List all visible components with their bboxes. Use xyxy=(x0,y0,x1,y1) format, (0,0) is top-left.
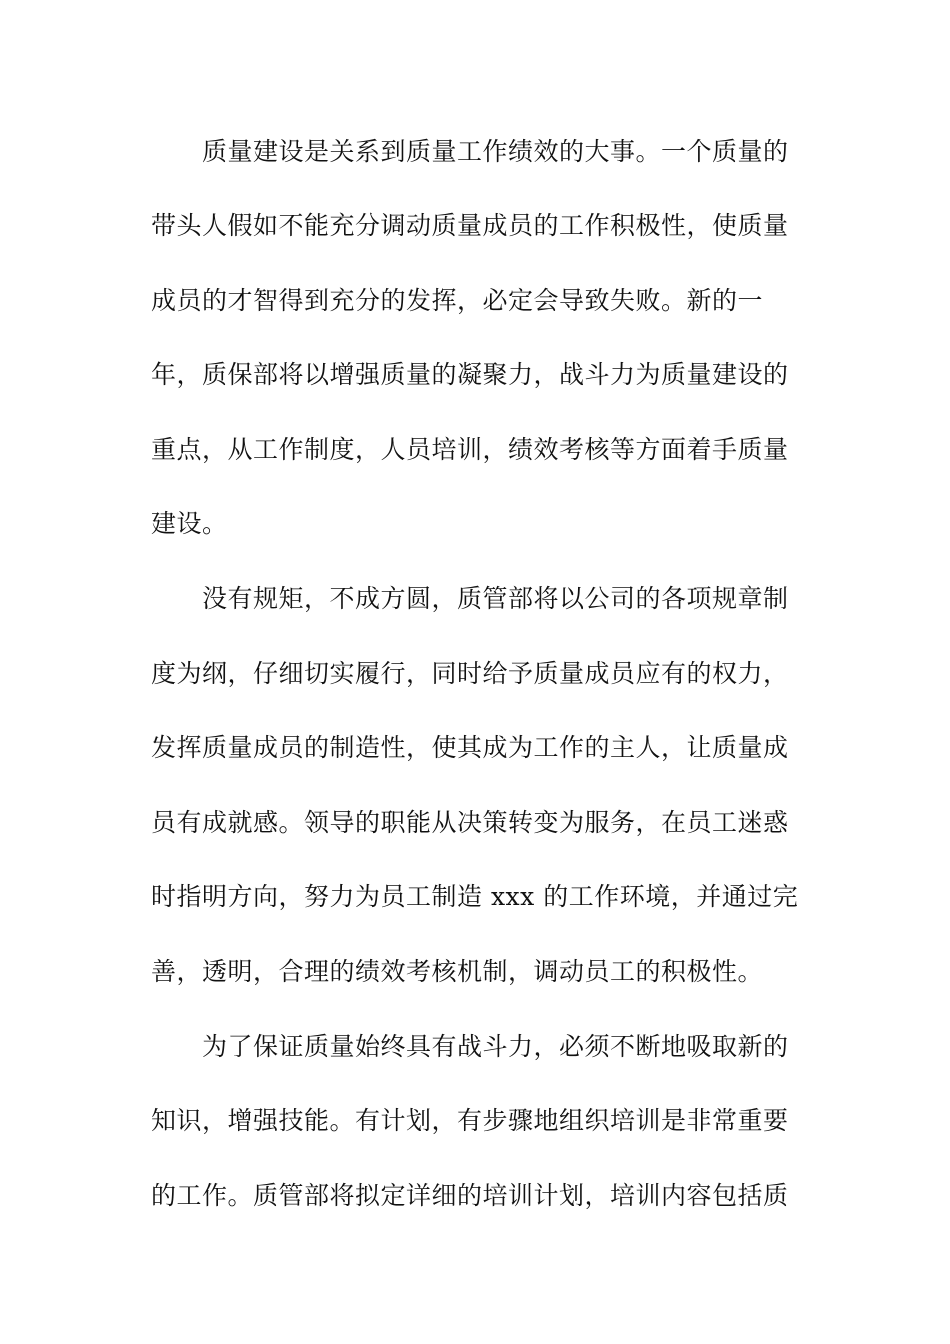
paragraph-2-line-2: 度为纲，仔细切实履行，同时给予质量成员应有的权力， xyxy=(151,659,789,688)
paragraph-1-line-6: 建设。 xyxy=(151,509,228,538)
paragraph-2-line-6: 善，透明，合理的绩效考核机制，调动员工的积极性。 xyxy=(151,957,764,986)
paragraph-1-line-5: 重点，从工作制度，人员培训，绩效考核等方面着手质量 xyxy=(151,435,789,464)
paragraph-3-line-2: 知识，增强技能。有计划，有步骤地组织培训是非常重要 xyxy=(151,1106,789,1135)
paragraph-2-line-3: 发挥质量成员的制造性，使其成为工作的主人，让质量成 xyxy=(151,733,789,762)
paragraph-1-line-4: 年，质保部将以增强质量的凝聚力，战斗力为质量建设的 xyxy=(151,360,789,389)
paragraph-2-line-5: 时指明方向，努力为员工制造 xxx 的工作环境，并通过完 xyxy=(151,882,799,911)
paragraph-3-line-3: 的工作。质管部将拟定详细的培训计划，培训内容包括质 xyxy=(151,1181,789,1210)
paragraph-1-line-1: 质量建设是关系到质量工作绩效的大事。一个质量的 xyxy=(202,137,789,166)
paragraph-3-line-1: 为了保证质量始终具有战斗力，必须不断地吸取新的 xyxy=(202,1032,789,1061)
paragraph-1-line-3: 成员的才智得到充分的发挥，必定会导致失败。新的一 xyxy=(151,286,764,315)
paragraph-1-line-2: 带头人假如不能充分调动质量成员的工作积极性，使质量 xyxy=(151,211,789,240)
paragraph-2-line-4: 员有成就感。领导的职能从决策转变为服务，在员工迷惑 xyxy=(151,808,789,837)
paragraph-2-line-1: 没有规矩，不成方圆，质管部将以公司的各项规章制 xyxy=(202,584,789,613)
